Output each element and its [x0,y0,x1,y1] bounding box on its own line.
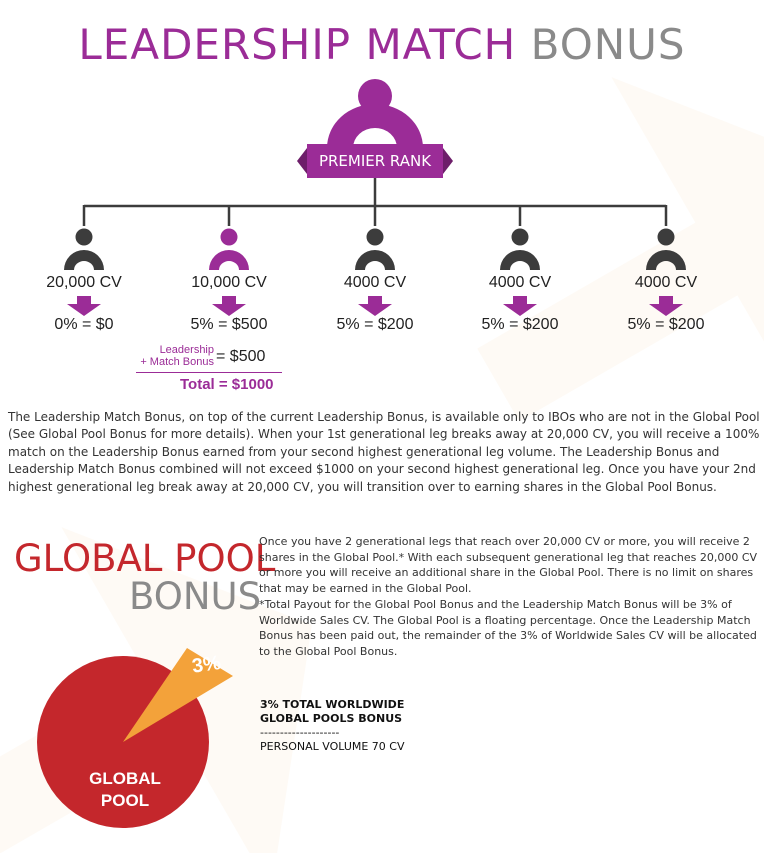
person-icon [206,228,252,270]
leg-payout: 5% = $200 [481,316,559,333]
leg-cv: 4000 CV [488,274,552,291]
pool-summary [260,698,510,754]
person-icon [61,228,107,270]
down-arrow-icon [649,296,683,316]
summary-line-1: 3% TOTAL WORLDWIDE [260,698,405,711]
leg-cv: 4000 CV [343,274,407,291]
page-title [0,20,764,69]
leg-5 [601,228,731,334]
down-arrow-icon [503,296,537,316]
pie-label-line-2: POOL [100,791,150,810]
leg-2 [164,228,294,334]
global-pool-pie [35,640,245,840]
leg-3 [310,228,440,334]
pie-label-line-1: GLOBAL [89,769,161,788]
leg-payout: 5% = $200 [627,316,705,333]
match-label-line-1: Leadership [159,344,214,356]
match-bonus-value: = $500 [216,348,266,365]
summary-line-2: GLOBAL POOLS BONUS [260,712,403,725]
global-pool-text-1: Once you have 2 generational legs that reach over 20,000 CV or more, you will receive 2 shares in the Global Pool.* With each subsequent generational leg that reaches 20,000 CV or more you will receive an additional share in the Global Pool. There is no limit on shares that may be earned in the Global Pool. [259,535,758,596]
leg-cv: 10,000 CV [191,274,267,291]
match-divider [136,372,282,373]
match-bonus-block [132,344,282,393]
down-arrow-icon [67,296,101,316]
match-bonus-label [132,344,214,368]
global-pool-title-part-2: BONUS [129,575,262,618]
leg-4 [455,228,585,334]
match-total: Total = $1000 [180,376,274,393]
global-pool-title [14,537,276,618]
title-part-1: LEADERSHIP MATCH [78,20,517,69]
person-icon [643,228,689,270]
global-pool-description [259,534,759,660]
leg-1 [19,228,149,334]
leg-payout: 5% = $200 [336,316,414,333]
slice-label: 3% [190,651,223,678]
person-icon [352,228,398,270]
summary-divider: -------------------- [260,726,340,739]
leg-cv: 4000 CV [634,274,698,291]
summary-line-3: PERSONAL VOLUME 70 CV [260,740,405,753]
down-arrow-icon [358,296,392,316]
leg-payout: 5% = $500 [190,316,268,333]
match-label-line-2: + Match Bonus [140,356,214,368]
global-pool-text-2: *Total Payout for the Global Pool Bonus and the Leadership Match Bonus will be 3% of Worldwide Sales CV. The Global Pool is a floating percentage. Once the Leadership Match Bonus has been paid out, the remainder of the 3% of Worldwide Sales CV will be allocated to the Global Pool Bonus. [259,597,757,658]
global-pool-title-part-1: GLOBAL POOL [14,537,276,580]
leg-payout: 0% = $0 [54,316,114,333]
premier-rank-banner: PREMIER RANK [307,144,443,178]
premier-person-icon [313,78,437,148]
person-icon [497,228,543,270]
down-arrow-icon [212,296,246,316]
leadership-description: The Leadership Match Bonus, on top of the current Leadership Bonus, is available only to IBOs who are not in the Global Pool (See Global Pool Bonus for more details). When your 1st generational leg breaks away at 20,000 CV, you will receive a 100% match on the Leadership Bonus earned from your second highest generational leg volume. The Leadership Bonus and Leadership Match Bonus combined will not exceed $1000 on your second highest generational leg. Once you have your 2nd highest generational leg break away at 20,000 CV, you will transition over to earning shares in the Global Pool Bonus. [8,410,760,494]
title-part-2: BONUS [530,20,686,69]
leg-cv: 20,000 CV [46,274,122,291]
